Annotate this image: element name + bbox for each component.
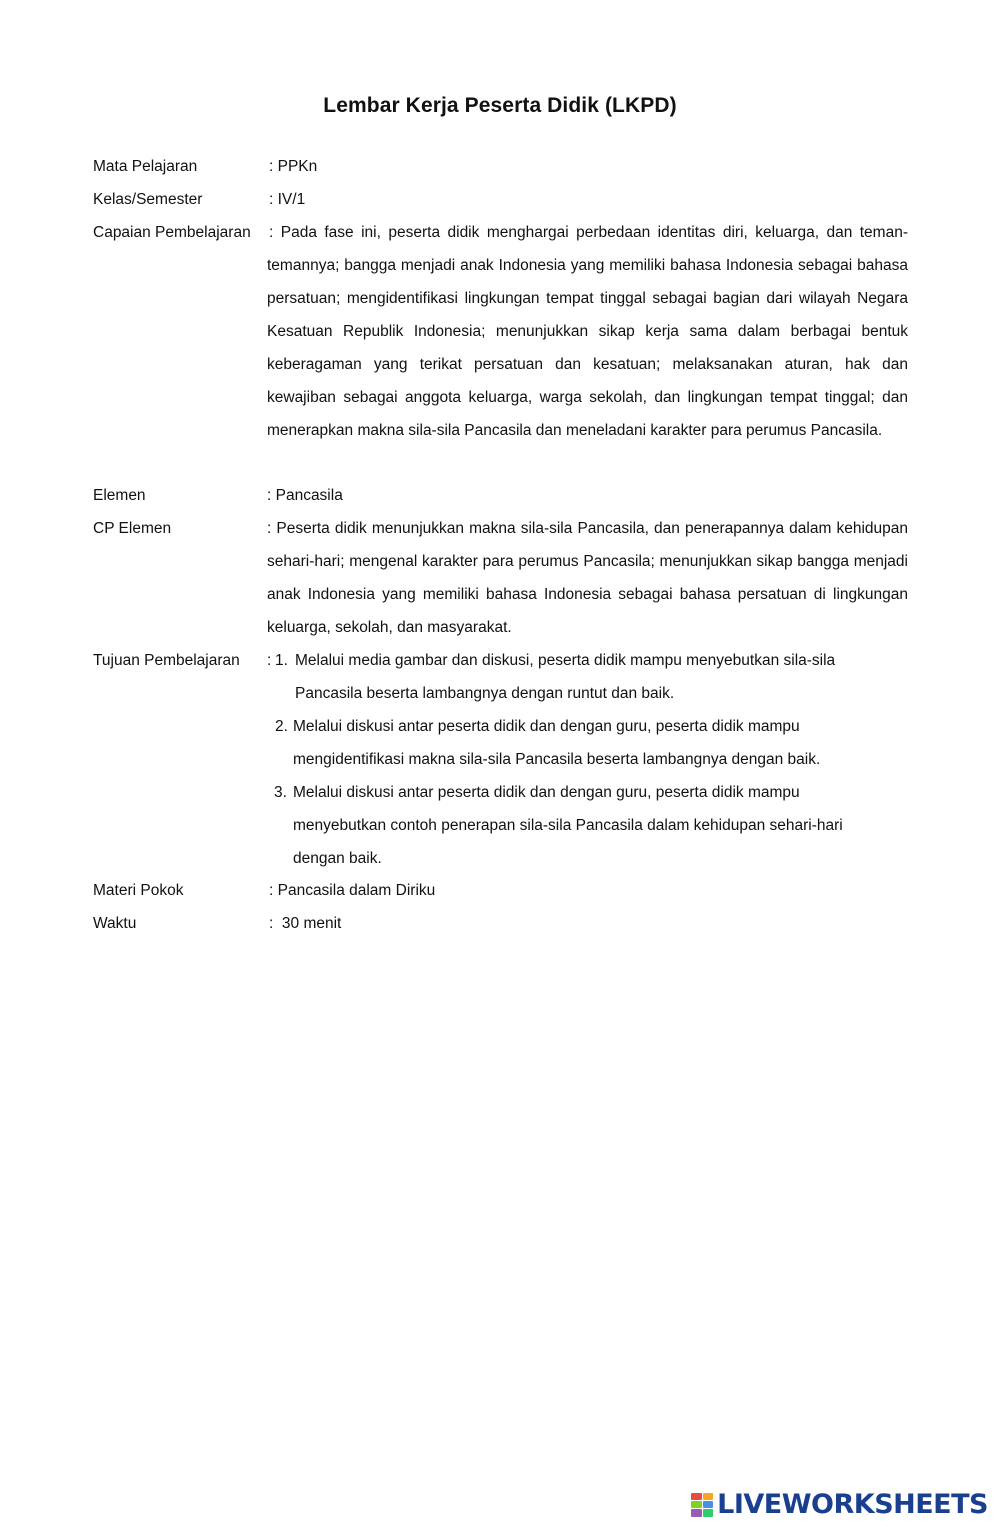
objective-text: Melalui diskusi antar peserta didik dan dengan guru, peserta didik mampu menyebutkan contoh penerapan sila-sila Pancasila dalam kehidupan sehari-hari dengan baik.	[293, 784, 843, 867]
field-value: : 30 menit	[269, 915, 342, 932]
field-label: Capaian Pembelajaran	[93, 224, 251, 241]
objective-number: 3.	[274, 784, 287, 801]
objective-number: 1.	[275, 652, 288, 669]
liveworksheets-watermark	[691, 1489, 988, 1520]
field-value: : Pancasila dalam Diriku	[269, 882, 436, 899]
objective-text: Melalui media gambar dan diskusi, peserta didik mampu menyebutkan sila-sila Pancasila beserta lambangnya dengan runtut dan baik.	[295, 652, 836, 702]
field-label: Elemen	[93, 487, 146, 504]
field-label: CP Elemen	[93, 520, 172, 537]
objectives-colon: :	[267, 652, 272, 669]
objective-text: Melalui diskusi antar peserta didik dan dengan guru, peserta didik mampu mengidentifikasi makna sila-sila Pancasila beserta lambangnya dengan baik.	[293, 718, 821, 768]
field-label: Waktu	[93, 915, 137, 932]
field-label: Kelas/Semester	[93, 191, 203, 208]
objective-item	[267, 710, 908, 776]
field-value: : Peserta didik menunjukkan makna sila-sila Pancasila, dan penerapannya dalam kehidupan sehari-hari; mengenal karakter para perumus Pancasila; menunjukkan sikap bangga menjadi anak Indonesia yang memiliki bahasa Indonesia sebagai bahasa persatuan di lingkungan keluarga, sekolah, dan masyarakat.	[267, 520, 908, 636]
field-value: : PPKn	[269, 158, 318, 175]
watermark-text: LIVEWORKSHEETS	[717, 1489, 988, 1520]
objective-number: 2.	[275, 718, 288, 735]
field-value: : Pada fase ini, peserta didik menghargai perbedaan identitas diri, keluarga, dan teman-temannya; bangga menjadi anak Indonesia yang memiliki bahasa Indonesia sebagai bahasa persatuan; mengidentifikasi lingkungan tempat tinggal sebagai bagian dari wilayah Negara Kesatuan Republik Indonesia; menunjukkan sikap kerja sama dalam berbagai bentuk keberagaman yang terikat persatuan dan kesatuan; melaksanakan aturan, hak dan kewajiban sebagai anggota keluarga, warga sekolah, dan lingkungan tempat tinggal; dan menerapkan makna sila-sila Pancasila dan meneladani karakter para perumus Pancasila.	[267, 224, 908, 439]
field-label: Tujuan Pembelajaran	[93, 652, 240, 669]
field-label: Mata Pelajaran	[93, 158, 198, 175]
field-value: : Pancasila	[267, 487, 343, 504]
liveworksheets-logo-icon	[691, 1493, 713, 1517]
objective-item	[267, 644, 908, 710]
field-value: : IV/1	[269, 191, 306, 208]
field-label: Materi Pokok	[93, 882, 184, 899]
objective-item	[267, 776, 908, 875]
objectives-list	[267, 644, 908, 875]
page-title: Lembar Kerja Peserta Didik (LKPD)	[323, 94, 677, 117]
